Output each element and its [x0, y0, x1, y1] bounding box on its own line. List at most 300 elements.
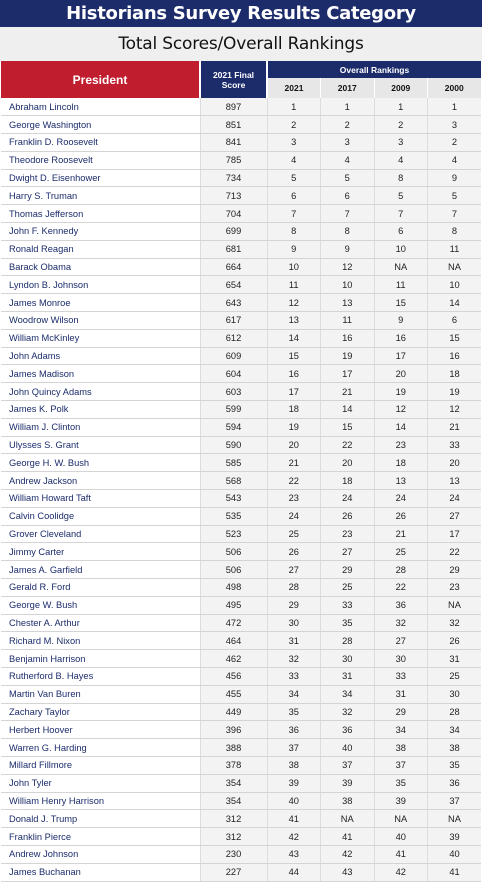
final-score: 506 [200, 543, 267, 561]
final-score: 713 [200, 187, 267, 205]
rank-2017: 33 [321, 596, 375, 614]
final-score: 354 [200, 792, 267, 810]
rank-2017: 27 [321, 543, 375, 561]
rank-2009: 29 [374, 703, 428, 721]
president-name: George H. W. Bush [1, 454, 200, 472]
rank-2021: 25 [267, 525, 321, 543]
rank-2021: 36 [267, 721, 321, 739]
rank-2021: 14 [267, 329, 321, 347]
rank-2017: 15 [321, 418, 375, 436]
rank-2021: 17 [267, 383, 321, 401]
president-name: Franklin Pierce [1, 828, 200, 846]
rank-2000: 21 [428, 418, 482, 436]
rank-2021: 15 [267, 347, 321, 365]
rank-2017: 20 [321, 454, 375, 472]
rank-2021: 6 [267, 187, 321, 205]
president-name: Harry S. Truman [1, 187, 200, 205]
table-row [1, 472, 481, 490]
president-name: James Monroe [1, 294, 200, 312]
table-row [1, 632, 481, 650]
table-row [1, 721, 481, 739]
rank-2000: NA [428, 258, 482, 276]
rank-2021: 44 [267, 863, 321, 881]
rank-2021: 27 [267, 561, 321, 579]
president-name: James K. Polk [1, 401, 200, 419]
year-header-2017: 2017 [321, 78, 375, 98]
rank-2021: 13 [267, 312, 321, 330]
rank-2017: 30 [321, 650, 375, 668]
table-row [1, 561, 481, 579]
rank-2017: 16 [321, 329, 375, 347]
final-score: 455 [200, 685, 267, 703]
rank-2000: 28 [428, 703, 482, 721]
rank-2021: 19 [267, 418, 321, 436]
rank-2009: 33 [374, 668, 428, 686]
president-name: Ronald Reagan [1, 240, 200, 258]
rank-2009: 11 [374, 276, 428, 294]
rank-2009: 10 [374, 240, 428, 258]
rank-2000: 23 [428, 579, 482, 597]
rank-2017: 42 [321, 845, 375, 863]
rank-2017: 2 [321, 116, 375, 134]
rank-2017: 28 [321, 632, 375, 650]
table-row [1, 401, 481, 419]
final-score: 312 [200, 810, 267, 828]
rank-2000: 12 [428, 401, 482, 419]
final-score: 498 [200, 579, 267, 597]
final-score: 230 [200, 845, 267, 863]
table-row [1, 365, 481, 383]
rank-2009: 36 [374, 596, 428, 614]
rank-2009: 7 [374, 205, 428, 223]
president-name: Dwight D. Eisenhower [1, 169, 200, 187]
rank-2000: 41 [428, 863, 482, 881]
president-name: William Henry Harrison [1, 792, 200, 810]
final-score: 643 [200, 294, 267, 312]
table-row [1, 774, 481, 792]
rank-2017: 41 [321, 828, 375, 846]
president-name: Donald J. Trump [1, 810, 200, 828]
year-header-2009: 2009 [374, 78, 428, 98]
final-score: 681 [200, 240, 267, 258]
rank-2017: 9 [321, 240, 375, 258]
president-name: Martin Van Buren [1, 685, 200, 703]
president-name: Thomas Jefferson [1, 205, 200, 223]
rank-2021: 38 [267, 756, 321, 774]
rank-2017: 43 [321, 863, 375, 881]
rankings-table [1, 61, 482, 882]
president-name: Grover Cleveland [1, 525, 200, 543]
rank-2017: 5 [321, 169, 375, 187]
rank-2021: 7 [267, 205, 321, 223]
final-score: 604 [200, 365, 267, 383]
rank-2017: 23 [321, 525, 375, 543]
rank-2009: 12 [374, 401, 428, 419]
rank-2021: 33 [267, 668, 321, 686]
rank-2021: 41 [267, 810, 321, 828]
president-name: Benjamin Harrison [1, 650, 200, 668]
rank-2017: 17 [321, 365, 375, 383]
rank-2009: 17 [374, 347, 428, 365]
final-score: 462 [200, 650, 267, 668]
rank-2017: 34 [321, 685, 375, 703]
rank-2000: 15 [428, 329, 482, 347]
rank-2009: 25 [374, 543, 428, 561]
rank-2021: 43 [267, 845, 321, 863]
table-row [1, 756, 481, 774]
rank-2021: 9 [267, 240, 321, 258]
rank-2017: 35 [321, 614, 375, 632]
table-row [1, 294, 481, 312]
rank-2000: 37 [428, 792, 482, 810]
rank-2021: 39 [267, 774, 321, 792]
president-name: Chester A. Arthur [1, 614, 200, 632]
table-row [1, 98, 481, 116]
final-score: 841 [200, 134, 267, 152]
rank-2000: 16 [428, 347, 482, 365]
rank-2000: 13 [428, 472, 482, 490]
rank-2000: 32 [428, 614, 482, 632]
president-name: William J. Clinton [1, 418, 200, 436]
rank-2017: 31 [321, 668, 375, 686]
rank-2017: 40 [321, 739, 375, 757]
rank-2021: 37 [267, 739, 321, 757]
president-name: John F. Kennedy [1, 223, 200, 241]
table-row [1, 810, 481, 828]
table-row [1, 703, 481, 721]
president-name: Lyndon B. Johnson [1, 276, 200, 294]
rank-2017: NA [321, 810, 375, 828]
rank-2009: 26 [374, 507, 428, 525]
rank-2009: 15 [374, 294, 428, 312]
rank-2021: 42 [267, 828, 321, 846]
rank-2009: 5 [374, 187, 428, 205]
rank-2017: 26 [321, 507, 375, 525]
final-score: 388 [200, 739, 267, 757]
rank-2000: 38 [428, 739, 482, 757]
rank-2017: 8 [321, 223, 375, 241]
table-row [1, 454, 481, 472]
table-row [1, 258, 481, 276]
rank-2000: NA [428, 596, 482, 614]
final-score: 603 [200, 383, 267, 401]
rank-2000: 20 [428, 454, 482, 472]
rank-2009: 22 [374, 579, 428, 597]
rank-2017: 22 [321, 436, 375, 454]
president-name: Zachary Taylor [1, 703, 200, 721]
rank-2000: 40 [428, 845, 482, 863]
final-score: 506 [200, 561, 267, 579]
president-column-header: President [1, 61, 200, 98]
rank-2021: 31 [267, 632, 321, 650]
final-score: 897 [200, 98, 267, 116]
rank-2009: 13 [374, 472, 428, 490]
final-score: 851 [200, 116, 267, 134]
rank-2009: 24 [374, 490, 428, 508]
table-row [1, 579, 481, 597]
final-score: 396 [200, 721, 267, 739]
rank-2009: 18 [374, 454, 428, 472]
final-score: 785 [200, 151, 267, 169]
rank-2000: 10 [428, 276, 482, 294]
table-row [1, 543, 481, 561]
final-score: 456 [200, 668, 267, 686]
final-score: 523 [200, 525, 267, 543]
table-row [1, 436, 481, 454]
table-row [1, 828, 481, 846]
table-row [1, 614, 481, 632]
rank-2021: 2 [267, 116, 321, 134]
president-name: Abraham Lincoln [1, 98, 200, 116]
president-name: Ulysses S. Grant [1, 436, 200, 454]
rank-2021: 32 [267, 650, 321, 668]
president-name: Calvin Coolidge [1, 507, 200, 525]
rank-2017: 14 [321, 401, 375, 419]
rank-2009: 32 [374, 614, 428, 632]
rank-2021: 3 [267, 134, 321, 152]
table-row [1, 650, 481, 668]
rank-2017: 24 [321, 490, 375, 508]
final-score: 354 [200, 774, 267, 792]
table-body [1, 98, 481, 881]
rank-2000: 4 [428, 151, 482, 169]
president-name: John Adams [1, 347, 200, 365]
rank-2017: 7 [321, 205, 375, 223]
rank-2009: 40 [374, 828, 428, 846]
president-name: Gerald R. Ford [1, 579, 200, 597]
rank-2021: 1 [267, 98, 321, 116]
rank-2009: 6 [374, 223, 428, 241]
president-name: Herbert Hoover [1, 721, 200, 739]
table-row [1, 507, 481, 525]
rank-2009: 37 [374, 756, 428, 774]
rank-2021: 24 [267, 507, 321, 525]
table-row [1, 490, 481, 508]
rank-2021: 18 [267, 401, 321, 419]
rank-2000: 5 [428, 187, 482, 205]
table-row [1, 792, 481, 810]
president-name: James Madison [1, 365, 200, 383]
rank-2017: 32 [321, 703, 375, 721]
president-name: George Washington [1, 116, 200, 134]
president-name: Richard M. Nixon [1, 632, 200, 650]
rank-2000: 39 [428, 828, 482, 846]
table-row [1, 276, 481, 294]
final-score: 704 [200, 205, 267, 223]
rank-2021: 10 [267, 258, 321, 276]
score-header-line-1: 2021 Final [212, 70, 255, 80]
final-score: 699 [200, 223, 267, 241]
rank-2000: 27 [428, 507, 482, 525]
final-score: 612 [200, 329, 267, 347]
rank-2000: 22 [428, 543, 482, 561]
rank-2009: NA [374, 810, 428, 828]
rank-2009: 20 [374, 365, 428, 383]
rank-2021: 11 [267, 276, 321, 294]
rank-2021: 40 [267, 792, 321, 810]
final-score: 734 [200, 169, 267, 187]
president-name: John Tyler [1, 774, 200, 792]
president-name: John Quincy Adams [1, 383, 200, 401]
rank-2000: 8 [428, 223, 482, 241]
rank-2009: 4 [374, 151, 428, 169]
table-row [1, 187, 481, 205]
final-score: 585 [200, 454, 267, 472]
rank-2000: 6 [428, 312, 482, 330]
rank-2017: 10 [321, 276, 375, 294]
rank-2021: 23 [267, 490, 321, 508]
rank-2017: 37 [321, 756, 375, 774]
table-row [1, 223, 481, 241]
rank-2017: 38 [321, 792, 375, 810]
rank-2009: 16 [374, 329, 428, 347]
score-header-line-2: Score [221, 80, 246, 90]
table-row [1, 116, 481, 134]
table-row [1, 383, 481, 401]
rank-2000: 35 [428, 756, 482, 774]
rank-2000: 29 [428, 561, 482, 579]
rank-2017: 29 [321, 561, 375, 579]
final-score: 590 [200, 436, 267, 454]
rank-2000: 3 [428, 116, 482, 134]
rank-2000: 30 [428, 685, 482, 703]
president-name: Woodrow Wilson [1, 312, 200, 330]
president-name: Warren G. Harding [1, 739, 200, 757]
rank-2021: 26 [267, 543, 321, 561]
final-score: 472 [200, 614, 267, 632]
rank-2021: 21 [267, 454, 321, 472]
rank-2021: 35 [267, 703, 321, 721]
president-name: Franklin D. Roosevelt [1, 134, 200, 152]
rank-2009: 27 [374, 632, 428, 650]
rank-2000: 18 [428, 365, 482, 383]
president-name: William Howard Taft [1, 490, 200, 508]
final-score: 227 [200, 863, 267, 881]
rank-2009: 31 [374, 685, 428, 703]
rank-2009: 9 [374, 312, 428, 330]
rank-2009: 14 [374, 418, 428, 436]
rank-2021: 5 [267, 169, 321, 187]
rank-2000: 17 [428, 525, 482, 543]
rank-2000: 33 [428, 436, 482, 454]
rank-2021: 28 [267, 579, 321, 597]
final-score: 543 [200, 490, 267, 508]
rank-2009: 3 [374, 134, 428, 152]
year-header-2021: 2021 [267, 78, 321, 98]
page-title: Historians Survey Results Category [0, 0, 482, 27]
president-name: Theodore Roosevelt [1, 151, 200, 169]
final-score: 609 [200, 347, 267, 365]
president-name: Millard Fillmore [1, 756, 200, 774]
rank-2009: 21 [374, 525, 428, 543]
rank-2021: 20 [267, 436, 321, 454]
final-score: 378 [200, 756, 267, 774]
final-score: 617 [200, 312, 267, 330]
rank-2017: 1 [321, 98, 375, 116]
rank-2017: 11 [321, 312, 375, 330]
rank-2009: 39 [374, 792, 428, 810]
rank-2009: 38 [374, 739, 428, 757]
rank-2009: 35 [374, 774, 428, 792]
president-name: William McKinley [1, 329, 200, 347]
rank-2000: 1 [428, 98, 482, 116]
table-row [1, 525, 481, 543]
table-row [1, 134, 481, 152]
rank-2009: 8 [374, 169, 428, 187]
table-row [1, 151, 481, 169]
rank-2000: 7 [428, 205, 482, 223]
rank-2000: 34 [428, 721, 482, 739]
table-row [1, 863, 481, 881]
rank-2021: 8 [267, 223, 321, 241]
president-name: Jimmy Carter [1, 543, 200, 561]
rank-2021: 34 [267, 685, 321, 703]
president-name: Andrew Johnson [1, 845, 200, 863]
overall-rankings-header: Overall Rankings [267, 61, 481, 78]
final-score: 535 [200, 507, 267, 525]
rank-2021: 4 [267, 151, 321, 169]
rank-2017: 13 [321, 294, 375, 312]
rank-2009: 19 [374, 383, 428, 401]
final-score: 495 [200, 596, 267, 614]
rank-2000: 26 [428, 632, 482, 650]
rank-2017: 3 [321, 134, 375, 152]
president-name: Andrew Jackson [1, 472, 200, 490]
president-name: James A. Garfield [1, 561, 200, 579]
rank-2009: 1 [374, 98, 428, 116]
final-score: 664 [200, 258, 267, 276]
final-score: 594 [200, 418, 267, 436]
rank-2017: 4 [321, 151, 375, 169]
rank-2000: NA [428, 810, 482, 828]
rank-2017: 12 [321, 258, 375, 276]
table-row [1, 685, 481, 703]
rank-2009: 42 [374, 863, 428, 881]
rank-2000: 24 [428, 490, 482, 508]
rank-2009: 34 [374, 721, 428, 739]
rank-2000: 31 [428, 650, 482, 668]
rank-2009: 41 [374, 845, 428, 863]
rank-2000: 14 [428, 294, 482, 312]
table-row [1, 668, 481, 686]
rank-2017: 21 [321, 383, 375, 401]
rank-2021: 16 [267, 365, 321, 383]
rank-2021: 29 [267, 596, 321, 614]
rank-2000: 25 [428, 668, 482, 686]
rank-2000: 9 [428, 169, 482, 187]
rank-2021: 22 [267, 472, 321, 490]
rank-2009: 2 [374, 116, 428, 134]
president-name: George W. Bush [1, 596, 200, 614]
score-column-header [200, 61, 267, 98]
year-header-2000: 2000 [428, 78, 482, 98]
table-row [1, 596, 481, 614]
table-row [1, 312, 481, 330]
page-subtitle: Total Scores/Overall Rankings [0, 27, 482, 61]
table-row [1, 329, 481, 347]
table-row [1, 240, 481, 258]
president-name: Rutherford B. Hayes [1, 668, 200, 686]
rank-2000: 2 [428, 134, 482, 152]
table-row [1, 205, 481, 223]
rank-2017: 18 [321, 472, 375, 490]
rank-2021: 12 [267, 294, 321, 312]
final-score: 654 [200, 276, 267, 294]
table-row [1, 347, 481, 365]
rank-2017: 36 [321, 721, 375, 739]
rank-2000: 11 [428, 240, 482, 258]
rank-2009: 28 [374, 561, 428, 579]
